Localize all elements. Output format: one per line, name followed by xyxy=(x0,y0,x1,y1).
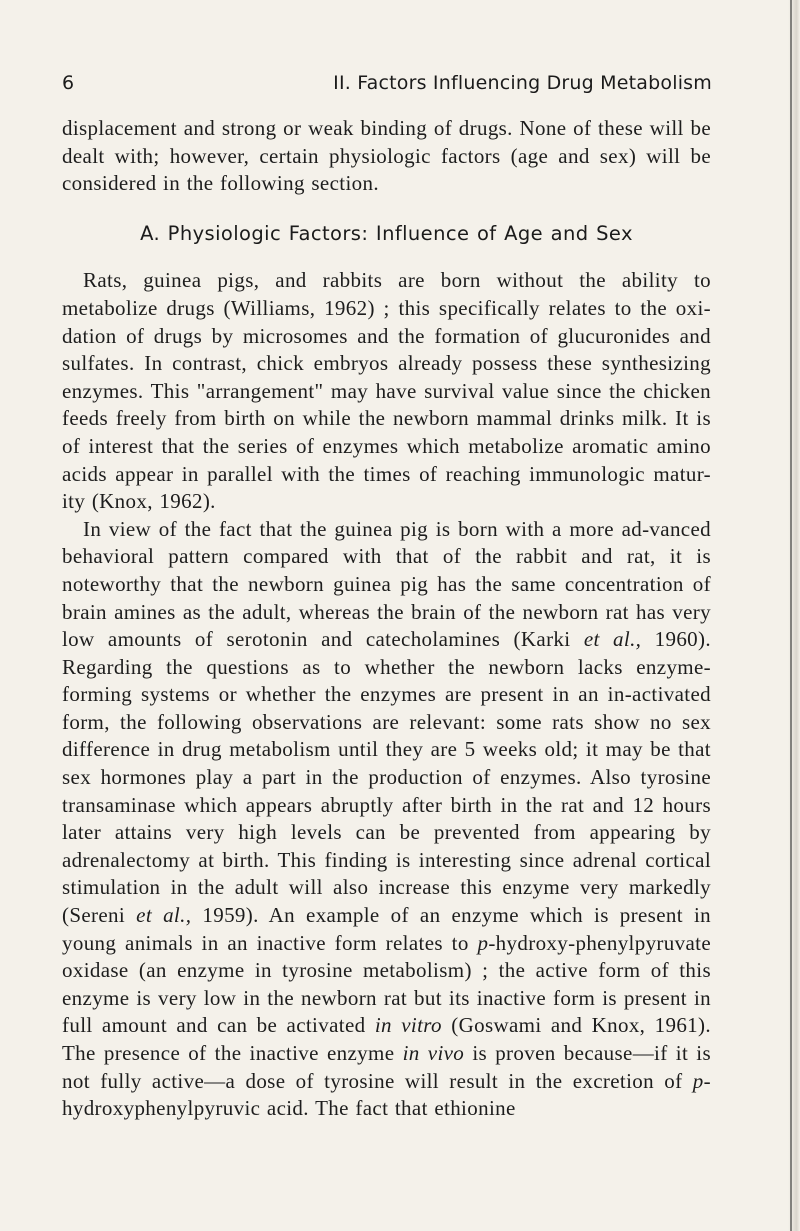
text-run: 1960). Regarding the questions as to whether the newborn lacks enzyme-forming systems or whether the enzymes are present in an in-activated form, the following observations are relevant: some rats show no sex difference in drug metabolism until they are 5 weeks old; it may be that sex hormones play a part in the production of enzymes. Also tyrosine transaminase which appears abruptly after birth in the rat and 12 hours later attains very high levels can be prevented from appearing by adrenalectomy at birth. This finding is interesting since adrenal cortical stimulation in the adult will also increase this enzyme very markedly (Sereni xyxy=(62,627,711,928)
italic-p-prefix: p xyxy=(692,1068,704,1093)
page-body xyxy=(62,115,711,1123)
italic-p-prefix: p xyxy=(477,930,489,955)
text-run: is proven because—if it is not fully active—a dose of tyrosine will result in the excretion of xyxy=(62,1041,712,1093)
text-run: -hydroxyphenylpyruvic acid. The fact that ethionine xyxy=(62,1068,711,1121)
citation-et-al: et al., xyxy=(136,903,192,928)
text-run: In view of the fact that the guinea pig is born with a more ad-vanced behavioral pattern compared with that of the rabbit and rat, it is noteworthy that the newborn guinea pig has the same concentration of brain amines as the adult, whereas the brain of the newborn rat has very low amounts of serotonin and catecholamines (Karki xyxy=(62,516,711,652)
text-run: -hydroxy-phenylpyruvate oxidase (an enzyme in tyrosine metabolism) ; the active form of this enzyme is very low in the newborn rat but its inactive form is present in full amount and can be activated xyxy=(62,930,711,1038)
intro-paragraph: displacement and strong or weak binding of drugs. None of these will be dealt with; however, certain physiologic factors (age and sex) will be considered in the following section. xyxy=(62,116,711,196)
citation-et-al: et al., xyxy=(583,627,642,652)
paragraph-age-development: Rats, guinea pigs, and rabbits are born without the ability to metabolize drugs (Williams, 1962) ; this specifically relates to the oxi-dation of drugs by microsomes and the formation of glucuronides and sulfates. In contrast, chick embryos already possess these synthesizing enzymes. This "arrangement" may have survival value since the chicken feeds freely from birth on while the newborn mammal drinks milk. It is of interest that the series of enzymes which metabolize aromatic amino acids appear in parallel with the times of reaching immunologic matur-ity (Knox, 1962). xyxy=(62,268,711,514)
italic-in-vivo: in vivo xyxy=(402,1041,465,1065)
page-header xyxy=(62,72,712,102)
section-heading: A. Physiologic Factors: Influence of Age and Sex xyxy=(140,221,633,245)
running-head: II. Factors Influencing Drug Metabolism xyxy=(333,72,712,94)
page-number: 6 xyxy=(62,72,75,94)
text-run: 1959). An example of an enzyme which is present in young animals in an inactive form relates to xyxy=(62,903,711,955)
paragraph-guinea-pig xyxy=(62,516,711,1123)
italic-in-vitro: in vitro xyxy=(374,1013,442,1038)
text-run: (Goswami and Knox, 1961). The presence of the inactive enzyme xyxy=(62,1013,711,1065)
binding-edge-line xyxy=(790,0,792,1231)
